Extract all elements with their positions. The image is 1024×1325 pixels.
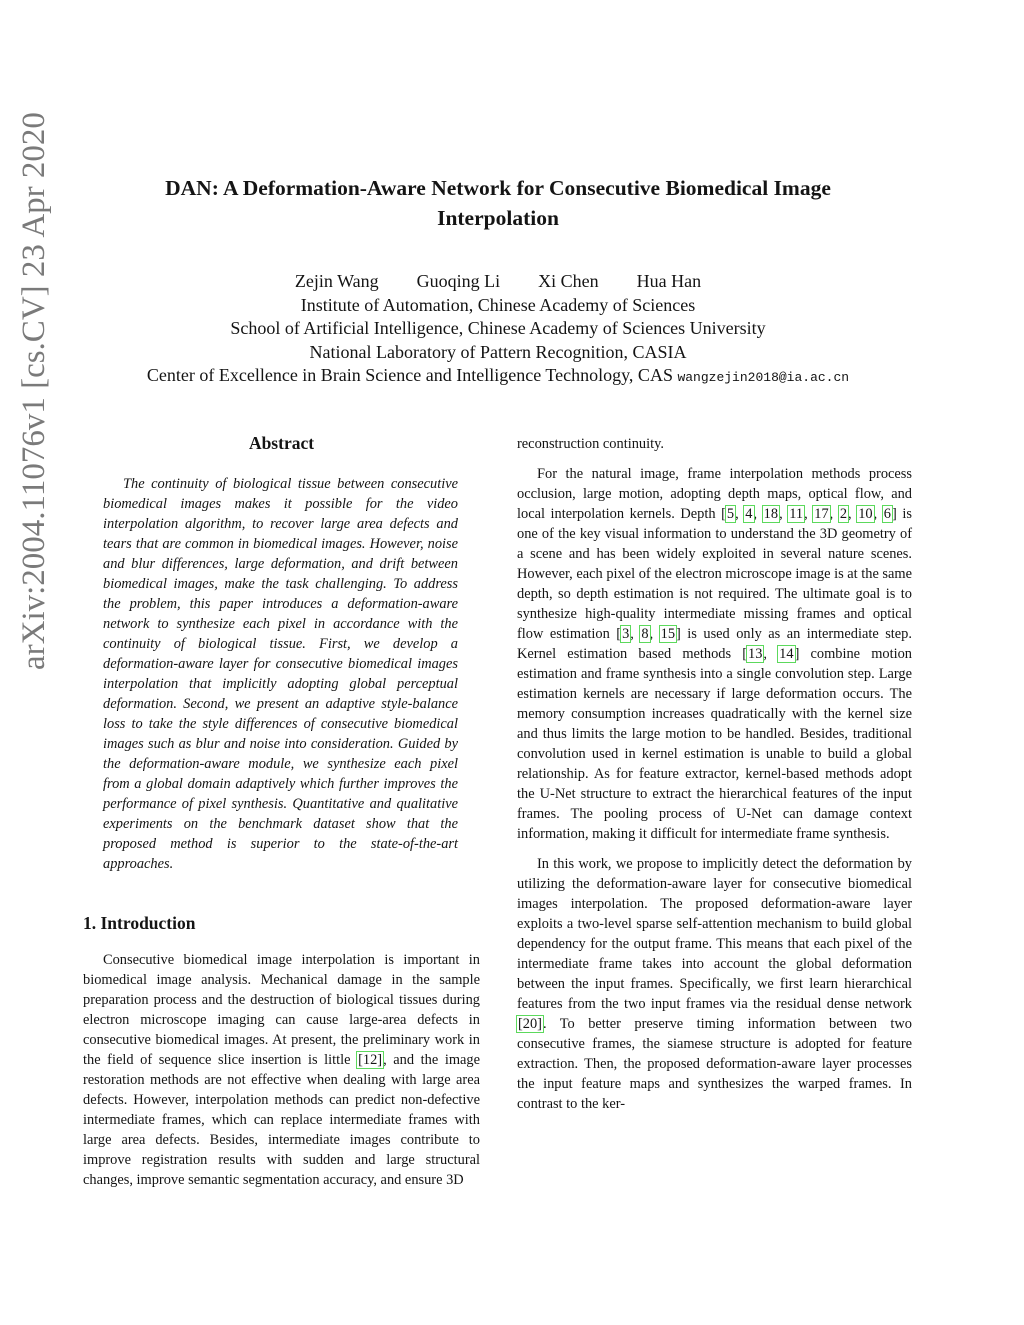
affiliation: National Laboratory of Pattern Recognition, CASIA — [309, 341, 687, 362]
introduction-paragraph-3 — [517, 854, 912, 1114]
author-names — [90, 270, 906, 294]
author-email: wangzejin2018@ia.ac.cn — [677, 370, 850, 385]
citation-link[interactable]: 2 — [839, 506, 848, 522]
right-column — [517, 434, 912, 1124]
affiliation: School of Artificial Intelligence, Chinese Academy of Sciences University — [230, 318, 766, 338]
title-line-2: Interpolation — [437, 206, 559, 230]
citation-link[interactable]: 13 — [748, 646, 763, 662]
author-name: Guoqing Li — [416, 271, 501, 291]
citation-link[interactable]: 11 — [789, 506, 804, 522]
citation-link[interactable]: 10 — [858, 506, 873, 522]
paragraph-text: In this work, we propose to implicitly detect the deformation by utilizing the deformation-aware layer for consecutive biomedical images interpolation. The proposed deformation-aware layer exploits a two-level sparse self-attention mechanism to build global dependency for the output frame. This means that each pixel of the intermediate frame takes into account the global deformation between the input frames. Specifically, we first learn hierarchical features from the two input frames via the residual dense network — [517, 856, 912, 1012]
author-name: Zejin Wang — [294, 271, 379, 291]
citation-link[interactable]: 3 — [622, 626, 630, 642]
abstract-text: The continuity of biological tissue between consecutive biomedical images makes it possible for the video interpolation algorithm, to recover large area defects and tears that are common in biomedical images. However, noise and blur differences, large deformation, and drift between biomedical images, make the task challenging. To address the problem, this paper introduces a deformation-aware network to synthesize each pixel in accordance with the continuity of biological tissue. First, we develop a deformation-aware layer for consecutive biomedical images interpolation that implicitly adopting global perceptual deformation. Second, we present an adaptive style-balance loss to take the style differences of consecutive biomedical images such as blur and noise into consideration. Guided by the deformation-aware module, we synthesize each pixel from a global domain adaptively which further improves the performance of pixel synthesis. Quantitative and qualitative experiments on the benchmark dataset show that the proposed method is superior to the state-of-the-art approaches. — [103, 476, 458, 872]
paragraph-text: , and the image restoration methods are not effective when dealing with large area defects. However, interpolation methods can predict non-defective intermediate frames, which can replace intermediate frames with large area defects. Besides, intermediate images contribute to improve registration results with sudden and large structural changes, improve semantic segmentation accuracy, and ensure 3D — [83, 1052, 480, 1188]
citation-link[interactable]: 18 — [763, 506, 779, 522]
author-name: Xi Chen — [538, 271, 599, 291]
arxiv-identifier: arXiv:2004.11076v1 [cs.CV] 23 Apr 2020 — [16, 112, 52, 670]
introduction-paragraph-2: For the natural image, frame interpolation methods process occlusion, large motion, adopting depth maps, optical flow, and local interpolation kernels. Depth [5, 4, 18, 11, 17, 2, 10, 6] is one of the key visual information to understand the 3D geometry of a scene and has been widely exploited in several nature scenes. However, each pixel of the electron microscope image is at the same depth, so depth estimation is not required. The ultimate goal is to synthesize high-quality intermediate missing frames and optical flow estimation [3, 8, 15] is used only as an intermediate step. Kernel estimation based methods [13, 14] combine motion estimation and frame synthesis into a single convolution step. Large estimation kernels are necessary if large deformation occurs. The memory consumption increases quadratically with the kernel size and thus limits the large motion to be handled. Besides, traditional convolution used in kernel estimation is unable to build a global relationship. As for feature extractor, kernel-based methods adopt the U-Net structure to extract the hierarchical features of the input frames. The pooling process of U-Net can damage context information, making it difficult for intermediate frame synthesis. — [517, 466, 913, 842]
citation-link[interactable]: 6 — [883, 506, 891, 522]
paragraph-text: ] is one of the key visual information to understand the 3D geometry of a scene and has been widely exploited in several nature scenes. However, each pixel of the electron microscope image is at the same depth, so depth estimation is not required. The ultimate goal is to synthesize high-quality intermediate missing frames and optical flow estimation [ — [517, 506, 913, 642]
paragraph-text: For the natural image, frame interpolation methods process occlusion, large motion, adopting depth maps, optical flow, and local interpolation kernels. Depth [ — [517, 466, 912, 522]
paragraph-continuation: reconstruction continuity. — [517, 436, 664, 452]
citation-link[interactable]: 17 — [814, 506, 829, 522]
citation-link[interactable]: 4 — [745, 506, 753, 522]
left-column — [83, 430, 480, 1200]
citation-link[interactable]: [20] — [518, 1016, 542, 1032]
paragraph-text: ] is used only as an intermediate step. Kernel estimation based methods [ — [517, 626, 912, 662]
author-name: Hua Han — [636, 271, 702, 291]
paragraph-text: ] combine motion estimation and frame synthesis into a single convolution step. Large estimation kernels are necessary if large deformation occurs. The memory consumption increases quadratically with the kernel size and thus limits the large motion to be handled. Besides, traditional convolution used in kernel estimation is unable to build a global relationship. As for feature extractor, kernel-based methods adopt the U-Net structure to extract the hierarchical features of the input frames. The pooling process of U-Net can damage context information, making it difficult for intermediate frame synthesis. — [517, 646, 912, 842]
abstract-heading: Abstract — [248, 433, 315, 453]
paragraph-text: . To better preserve timing information between two consecutive frames, the siamese structure is adopted for feature extraction. Then, the proposed deformation-aware layer processes the input feature maps and synthesizes the warped frames. In contrast to the ker- — [517, 1016, 912, 1112]
introduction-paragraph-1 — [83, 950, 480, 1190]
paper-title — [90, 173, 906, 233]
introduction-heading: 1. Introduction — [83, 913, 196, 933]
title-line-1: DAN: A Deformation-Aware Network for Consecutive Biomedical Image — [165, 176, 831, 200]
citation-link[interactable]: 5 — [726, 506, 735, 522]
paragraph-text: Consecutive biomedical image interpolation is important in biomedical image analysis. Mechanical damage in the sample preparation process and the destruction of biological tissues during electron microscope imaging can cause large-area defects in consecutive biomedical images. At present, the preliminary work in the field of sequence slice insertion is little — [83, 952, 480, 1068]
affiliation: Center of Excellence in Brain Science and Intelligence Technology, CAS — [146, 365, 673, 385]
citation-link[interactable]: 8 — [641, 626, 649, 642]
citation-link[interactable]: 15 — [660, 626, 676, 642]
author-block — [90, 270, 906, 390]
affiliation-with-email — [90, 364, 906, 390]
affiliation: Institute of Automation, Chinese Academy of Sciences — [300, 294, 696, 315]
citation-link[interactable]: 14 — [779, 646, 794, 662]
citation-link[interactable]: [12] — [358, 1052, 383, 1068]
